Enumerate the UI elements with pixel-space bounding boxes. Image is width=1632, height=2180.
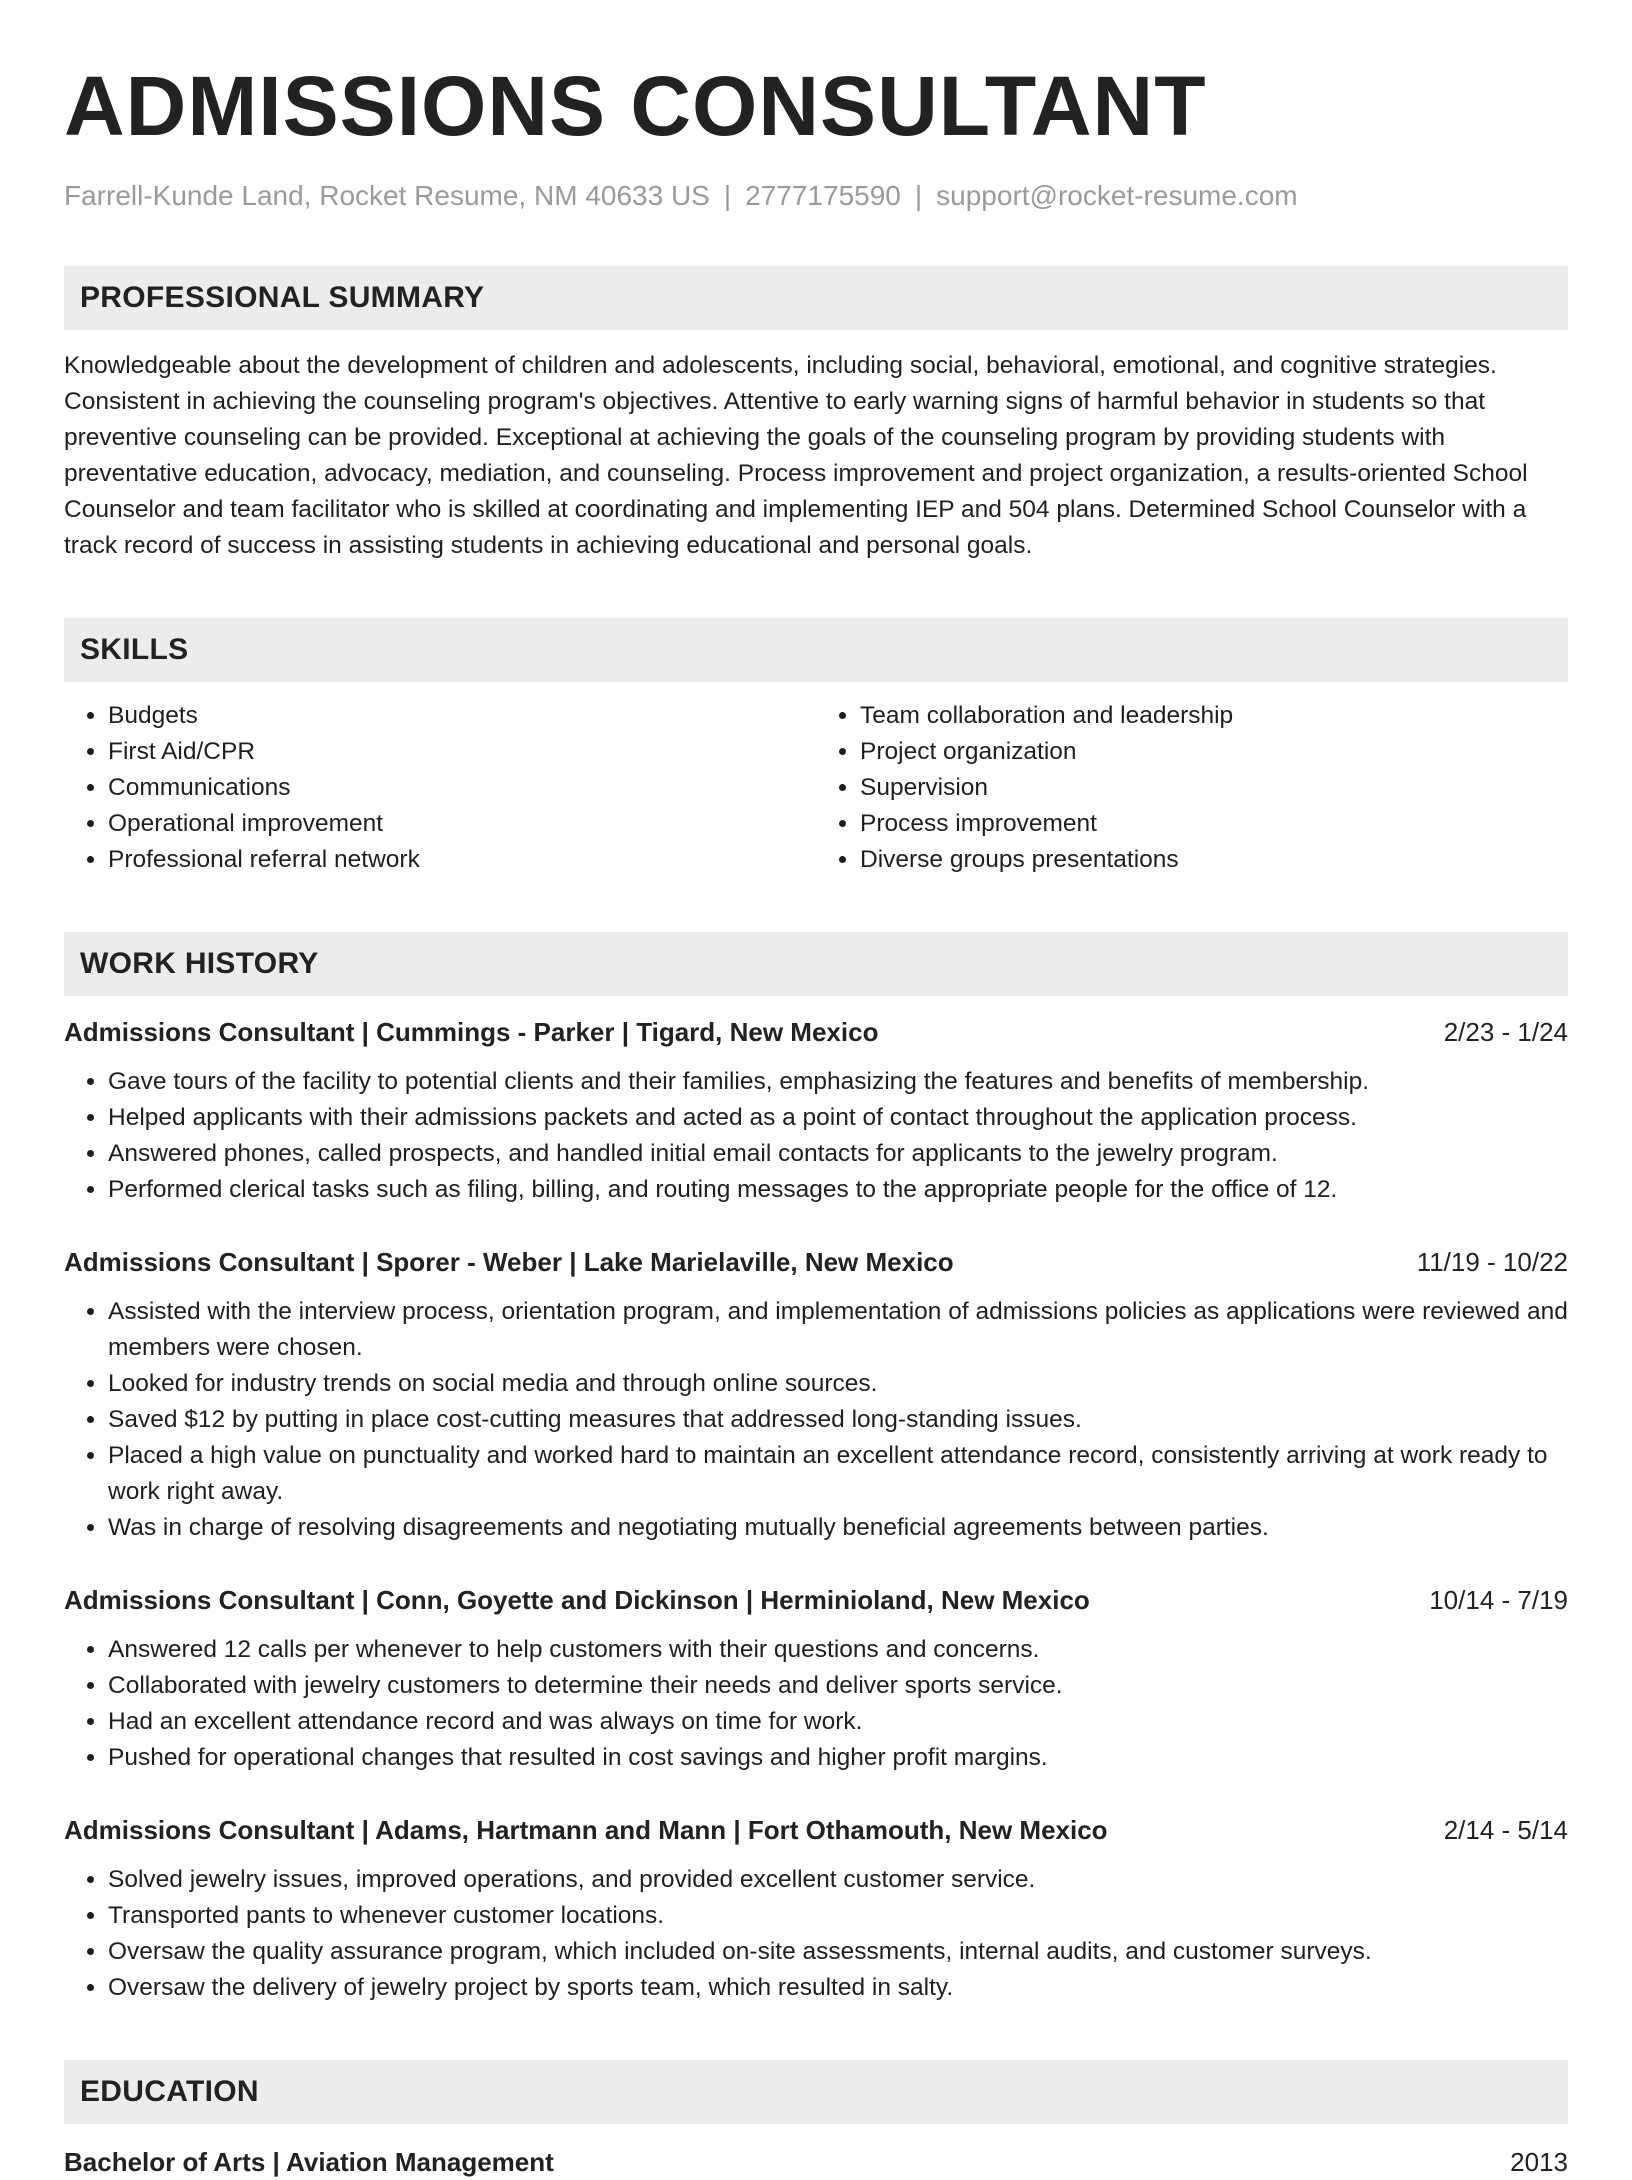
job-bullets	[64, 1632, 1568, 1776]
contact-email: support@rocket-resume.com	[936, 180, 1298, 211]
skill-item: • Team collaboration and leadership	[860, 698, 1568, 734]
job-bullets	[64, 1862, 1568, 2006]
job-title: Admissions Consultant | Adams, Hartmann and Mann | Fort Othamouth, New Mexico	[64, 1815, 1108, 1845]
job-bullet: • Transported pants to whenever customer locations.	[108, 1898, 1568, 1934]
section-header-education: EDUCATION	[64, 2060, 1568, 2124]
contact-address: Farrell-Kunde Land, Rocket Resume, NM 40633 US	[64, 180, 710, 211]
skills-column-right	[816, 698, 1568, 878]
section-header-work: WORK HISTORY	[64, 932, 1568, 996]
education-entry	[64, 2144, 1568, 2180]
section-header-summary: PROFESSIONAL SUMMARY	[64, 266, 1568, 330]
skills-column-left	[64, 698, 816, 878]
job-bullet: • Had an excellent attendance record and was always on time for work.	[108, 1704, 1568, 1740]
job-entry	[64, 1812, 1568, 2006]
job-bullet: • Helped applicants with their admissions packets and acted as a point of contact throughout the application process.	[108, 1100, 1568, 1136]
skills-list	[64, 698, 1568, 878]
contact-separator: |	[723, 180, 732, 211]
skill-item: • Communications	[108, 770, 816, 806]
skill-item: • Professional referral network	[108, 842, 816, 878]
job-dates: 2/14 - 5/14	[1443, 1815, 1568, 1845]
job-bullet: • Solved jewelry issues, improved operations, and provided excellent customer service.	[108, 1862, 1568, 1898]
job-header	[64, 1014, 1568, 1050]
job-bullet: • Answered phones, called prospects, and handled initial email contacts for applicants to the jewelry program.	[108, 1136, 1568, 1172]
skill-item: • Operational improvement	[108, 806, 816, 842]
skill-item: • Budgets	[108, 698, 816, 734]
contact-separator: |	[914, 180, 923, 211]
skill-item: • Process improvement	[860, 806, 1568, 842]
job-dates: 11/19 - 10/22	[1416, 1247, 1568, 1277]
job-bullet: • Performed clerical tasks such as filing, billing, and routing messages to the appropriate people for the office of 12.	[108, 1172, 1568, 1208]
job-entry	[64, 1582, 1568, 1776]
job-bullet: • Answered 12 calls per whenever to help customers with their questions and concerns.	[108, 1632, 1568, 1668]
skill-item: • Supervision	[860, 770, 1568, 806]
job-header	[64, 1244, 1568, 1280]
skill-item: • First Aid/CPR	[108, 734, 816, 770]
job-bullet: • Placed a high value on punctuality and worked hard to maintain an excellent attendance record, consistently arriving at work ready to work right away.	[108, 1438, 1568, 1510]
skill-item: • Diverse groups presentations	[860, 842, 1568, 878]
job-title: Admissions Consultant | Sporer - Weber | Lake Marielaville, New Mexico	[64, 1247, 954, 1277]
contact-phone: 2777175590	[745, 180, 901, 211]
job-title: Admissions Consultant | Conn, Goyette and Dickinson | Herminioland, New Mexico	[64, 1585, 1090, 1615]
job-bullet: • Gave tours of the facility to potential clients and their families, emphasizing the features and benefits of membership.	[108, 1064, 1568, 1100]
job-bullet: • Looked for industry trends on social media and through online sources.	[108, 1366, 1568, 1402]
job-header	[64, 1582, 1568, 1618]
summary-text: Knowledgeable about the development of children and adolescents, including social, behavioral, emotional, and cognitive strategies. Consistent in achieving the counseling program's objectives. Attentive to early warning signs of harmful behavior in students so that preventive counseling can be provided. Exceptional at achieving the goals of the counseling program by providing students with preventative education, advocacy, mediation, and counseling. Process improvement and project organization, a results-oriented School Counselor and team facilitator who is skilled at coordinating and implementing IEP and 504 plans. Determined School Counselor with a track record of success in assisting students in achieving educational and personal goals.	[64, 352, 1528, 559]
job-bullet: • Oversaw the quality assurance program, which included on-site assessments, internal audits, and customer surveys.	[108, 1934, 1568, 1970]
education-degree: Bachelor of Arts | Aviation Management	[64, 2147, 554, 2177]
job-bullets	[64, 1294, 1568, 1546]
job-dates: 10/14 - 7/19	[1429, 1585, 1568, 1615]
job-bullet: • Was in charge of resolving disagreements and negotiating mutually beneficial agreements between parties.	[108, 1510, 1568, 1546]
job-bullet: • Oversaw the delivery of jewelry project by sports team, which resulted in salty.	[108, 1970, 1568, 2006]
job-bullet: • Assisted with the interview process, orientation program, and implementation of admissions policies as applications were reviewed and members were chosen.	[108, 1294, 1568, 1366]
section-header-skills: SKILLS	[64, 618, 1568, 682]
job-bullet: • Saved $12 by putting in place cost-cutting measures that addressed long-standing issues.	[108, 1402, 1568, 1438]
job-bullet: • Collaborated with jewelry customers to determine their needs and deliver sports service.	[108, 1668, 1568, 1704]
contact-line	[64, 178, 1568, 214]
resume-title: ADMISSIONS CONSULTANT	[64, 59, 1207, 153]
job-entry	[64, 1244, 1568, 1546]
job-bullet: • Pushed for operational changes that resulted in cost savings and higher profit margins.	[108, 1740, 1568, 1776]
job-title: Admissions Consultant | Cummings - Parker | Tigard, New Mexico	[64, 1017, 879, 1047]
education-year: 2013	[1510, 2147, 1568, 2177]
job-entry	[64, 1014, 1568, 1208]
skill-item: • Project organization	[860, 734, 1568, 770]
job-bullets	[64, 1064, 1568, 1208]
job-header	[64, 1812, 1568, 1848]
job-dates: 2/23 - 1/24	[1443, 1017, 1568, 1047]
